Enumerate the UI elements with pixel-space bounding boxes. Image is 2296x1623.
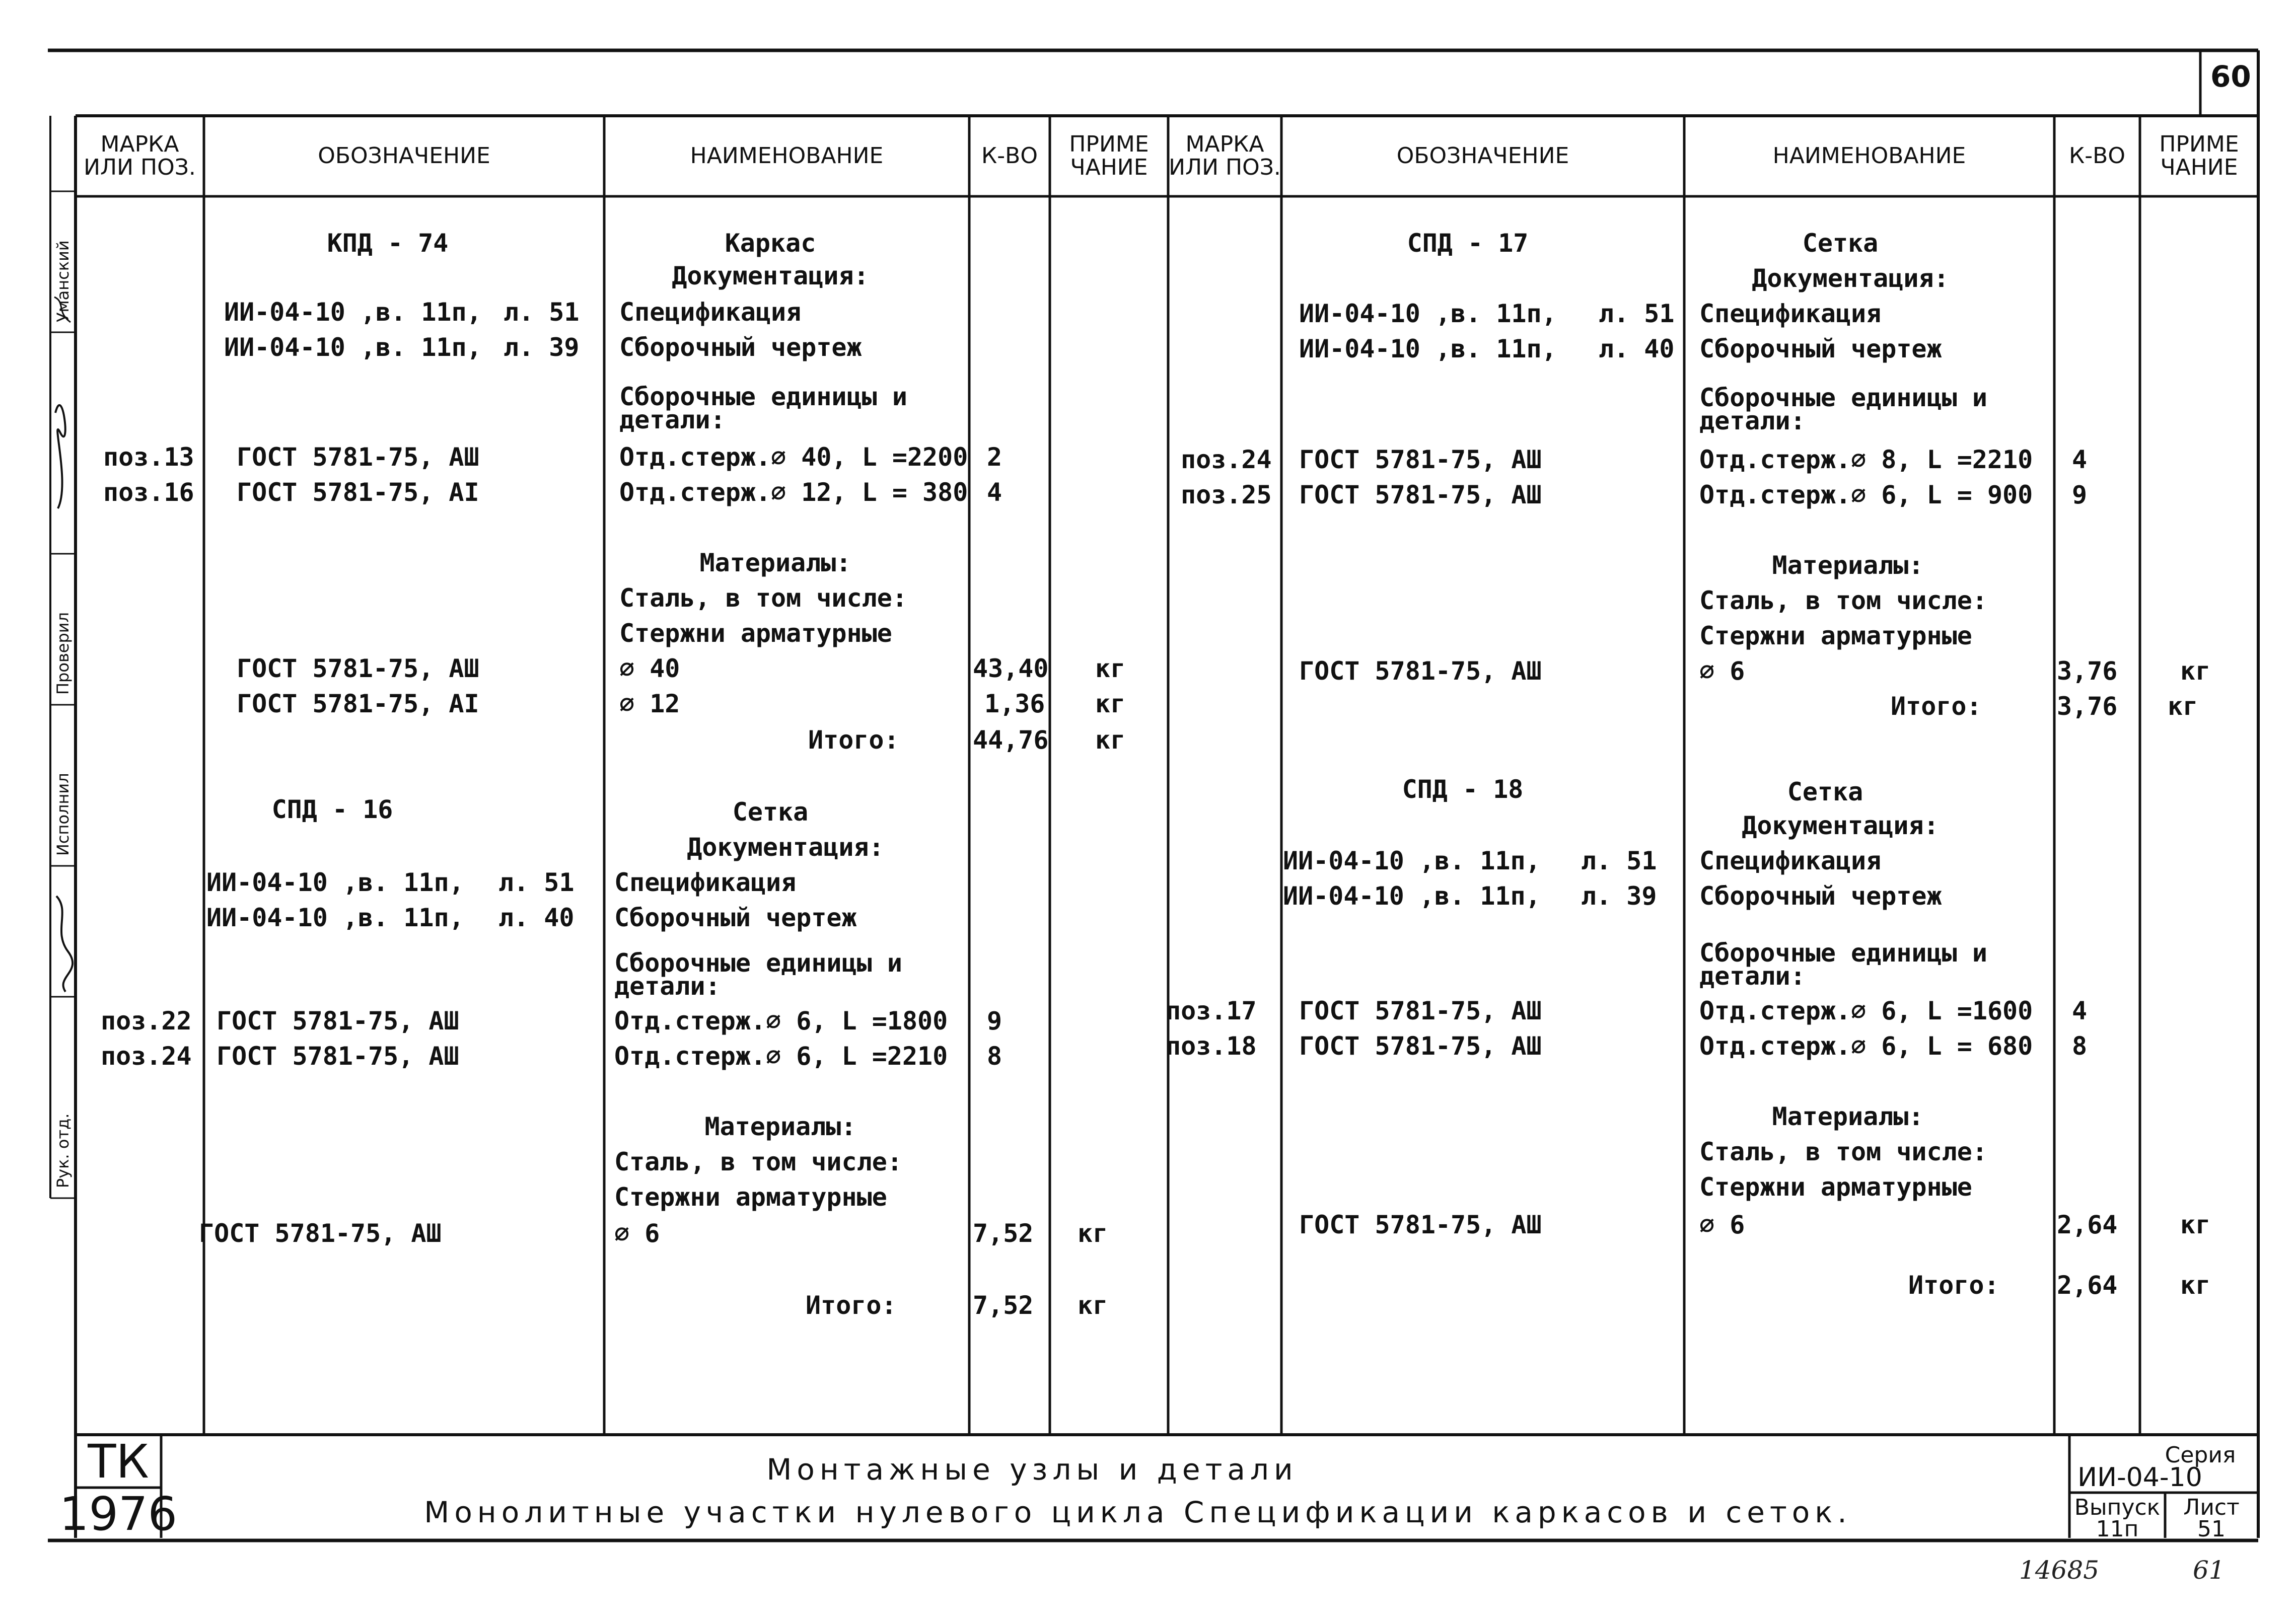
spd18-doc-sheet: л. 39 xyxy=(1581,881,1657,911)
spd17-assembly-qty: 9 xyxy=(2072,480,2088,509)
sheet-number: 60 xyxy=(2210,59,2251,94)
kpd74-doc-sheet: л. 51 xyxy=(504,298,580,327)
kpd74-material-unit: кг xyxy=(1095,654,1126,683)
spd16-assembly-qty: 9 xyxy=(987,1006,1002,1036)
sheet-label: Лист xyxy=(2183,1495,2240,1520)
spd18-doc-designation: ИИ-04-10 ,в. 11п, xyxy=(1283,846,1541,875)
spd18-pos: поз.18 xyxy=(1166,1031,1257,1061)
kpd74-material-unit: кг xyxy=(1095,689,1126,718)
spd16-assembly-heading-2: детали: xyxy=(614,972,721,1001)
spd17-material-designation: ГОСТ 5781-75, АШ xyxy=(1299,656,1542,686)
spd16-doc-sheet: л. 40 xyxy=(498,903,575,932)
spd18-assembly-designation: ГОСТ 5781-75, АШ xyxy=(1299,1031,1542,1061)
page-mark: 61 xyxy=(2193,1556,2225,1585)
stamp-tk: ТК xyxy=(88,1435,149,1489)
spd17-doc-name: Сборочный чертеж xyxy=(1699,334,1942,363)
kpd74-doc-designation: ИИ-04-10 ,в. 11п, xyxy=(224,333,482,362)
title-line-2: Монолитные участки нулевого цикла Спецификации каркасов и сеток. xyxy=(424,1495,1852,1529)
spd16-assembly-heading: Сборочные единицы и xyxy=(614,948,902,978)
spd17-doc-sheet: л. 51 xyxy=(1599,299,1675,328)
spd18-assembly-name: Отд.стерж.∅ 6, L = 680 xyxy=(1699,1031,2033,1061)
spd18-total-unit: кг xyxy=(2180,1271,2211,1300)
side-stamp-executed: Исполнил xyxy=(53,773,73,856)
spd18-assembly-heading: Сборочные единицы и xyxy=(1699,938,1987,968)
spd16-material-unit: кг xyxy=(1078,1219,1108,1248)
spd16-material-designation: ГОСТ 5781-75, АШ xyxy=(199,1219,442,1248)
spd18-title: Сетка xyxy=(1787,777,1863,806)
kpd74-title: Каркас xyxy=(725,229,816,258)
header-qty-left: К-ВО xyxy=(981,143,1038,169)
kpd74-total-qty: 44,76 xyxy=(973,725,1049,755)
kpd74-assembly-name: Отд.стерж.∅ 40, L =2200 xyxy=(619,442,968,472)
spd17-assembly-name: Отд.стерж.∅ 6, L = 900 xyxy=(1699,480,2033,509)
spd18-assembly-name: Отд.стерж.∅ 6, L =1600 xyxy=(1699,996,2033,1025)
spd16-total-qty: 7,52 xyxy=(973,1291,1034,1320)
spd16-pos: поз.22 xyxy=(101,1006,192,1036)
spd16-assembly-qty: 8 xyxy=(987,1042,1002,1071)
spd17-doc-designation: ИИ-04-10 ,в. 11п, xyxy=(1299,334,1557,363)
spd17-doc-heading: Документация: xyxy=(1752,264,1949,293)
spd17-title: Сетка xyxy=(1802,229,1879,258)
spd16-title: Сетка xyxy=(732,797,809,827)
spd16-assembly-designation: ГОСТ 5781-75, АШ xyxy=(217,1006,459,1036)
kpd74-assembly-designation: ГОСТ 5781-75, АШ xyxy=(237,442,479,472)
kpd74-material-name: ∅ 40 xyxy=(619,654,680,683)
kpd74-total-unit: кг xyxy=(1095,725,1126,755)
spd18-doc-name: Сборочный чертеж xyxy=(1699,881,1942,911)
issue-value: 11п xyxy=(2096,1516,2139,1542)
spd17-steel-line: Сталь, в том числе: xyxy=(1699,586,1987,615)
spd18-doc-name: Спецификация xyxy=(1699,846,1882,875)
spd18-material-qty: 2,64 xyxy=(2057,1210,2118,1239)
kpd74-pos: поз.13 xyxy=(103,442,194,472)
spd16-assembly-designation: ГОСТ 5781-75, АШ xyxy=(217,1042,459,1071)
spd17-doc-name: Спецификация xyxy=(1699,299,1882,328)
kpd74-material-name: ∅ 12 xyxy=(619,689,680,718)
spd17-assembly-heading-2: детали: xyxy=(1699,406,1806,435)
header-qty-right: К-ВО xyxy=(2069,143,2125,169)
side-stamp-dept-head: Рук. отд. xyxy=(53,1113,73,1188)
header-mark-left: МАРКА ИЛИ ПОЗ. xyxy=(84,131,196,180)
kpd74-material-qty: 43,40 xyxy=(973,654,1049,683)
spd17-material-name: ∅ 6 xyxy=(1699,656,1745,686)
spd17-total-unit: кг xyxy=(2168,692,2198,721)
kpd74-assembly-qty: 2 xyxy=(987,442,1002,472)
kpd74-materials-heading: Материалы: xyxy=(699,548,851,577)
spd16-total-label: Итого: xyxy=(806,1291,897,1320)
spd18-material-unit: кг xyxy=(2180,1210,2211,1239)
stamp-year: 1976 xyxy=(59,1487,178,1541)
kpd74-assembly-heading: Сборочные единицы и xyxy=(619,382,907,411)
side-stamp-checked: Проверил xyxy=(53,612,73,695)
spd17-mark: СПД - 17 xyxy=(1407,229,1529,258)
spd18-pos: поз.17 xyxy=(1166,996,1257,1025)
spd16-material-name: ∅ 6 xyxy=(614,1219,660,1248)
spd17-doc-sheet: л. 40 xyxy=(1599,334,1675,363)
series-value: ИИ-04-10 xyxy=(2077,1462,2202,1493)
kpd74-total-label: Итого: xyxy=(808,725,899,755)
kpd74-steel-line: Сталь, в том числе: xyxy=(619,583,907,613)
kpd74-material-designation: ГОСТ 5781-75, АI xyxy=(237,689,479,718)
spd18-material-name: ∅ 6 xyxy=(1699,1210,1745,1239)
header-designation-left: ОБОЗНАЧЕНИЕ xyxy=(318,143,490,169)
kpd74-rods-line: Стержни арматурные xyxy=(619,619,892,648)
spd18-doc-designation: ИИ-04-10 ,в. 11п, xyxy=(1283,881,1541,911)
kpd74-doc-designation: ИИ-04-10 ,в. 11п, xyxy=(224,298,482,327)
spd17-assembly-qty: 4 xyxy=(2072,445,2088,474)
spd17-assembly-designation: ГОСТ 5781-75, АШ xyxy=(1299,480,1542,509)
kpd74-mark: КПД - 74 xyxy=(327,229,449,258)
spd17-assembly-designation: ГОСТ 5781-75, АШ xyxy=(1299,445,1542,474)
spd18-material-designation: ГОСТ 5781-75, АШ xyxy=(1299,1210,1542,1239)
spd17-rods-line: Стержни арматурные xyxy=(1699,621,1972,650)
sheet-value: 51 xyxy=(2197,1516,2226,1542)
spd16-doc-designation: ИИ-04-10 ,в. 11п, xyxy=(206,903,464,932)
spd16-steel-line: Сталь, в том числе: xyxy=(614,1147,902,1176)
spd17-assembly-name: Отд.стерж.∅ 8, L =2210 xyxy=(1699,445,2033,474)
spd17-material-qty: 3,76 xyxy=(2057,656,2118,686)
spd16-mark: СПД - 16 xyxy=(271,795,393,824)
title-line-1: Монтажные узлы и детали xyxy=(766,1452,1298,1487)
spd16-material-qty: 7,52 xyxy=(973,1219,1034,1248)
spd18-doc-heading: Документация: xyxy=(1742,811,1939,840)
kpd74-assembly-qty: 4 xyxy=(987,478,1002,507)
kpd74-material-qty: 1,36 xyxy=(984,689,1045,718)
header-name-left: НАИМЕНОВАНИЕ xyxy=(690,143,884,169)
kpd74-doc-name: Сборочный чертеж xyxy=(619,333,862,362)
spd17-total-label: Итого: xyxy=(1891,692,1982,721)
header-note-left: ПРИМЕ ЧАНИЕ xyxy=(1069,131,1149,180)
header-designation-right: ОБОЗНАЧЕНИЕ xyxy=(1396,143,1569,169)
spd16-pos: поз.24 xyxy=(101,1042,192,1071)
header-note-right: ПРИМЕ ЧАНИЕ xyxy=(2159,131,2239,180)
kpd74-assembly-designation: ГОСТ 5781-75, АI xyxy=(237,478,479,507)
spd18-assembly-qty: 4 xyxy=(2072,996,2088,1025)
spd16-doc-name: Сборочный чертеж xyxy=(614,903,857,932)
spd16-doc-name: Спецификация xyxy=(614,868,797,897)
spd16-doc-heading: Документация: xyxy=(687,833,884,862)
spd17-total-qty: 3,76 xyxy=(2057,692,2118,721)
spd18-assembly-designation: ГОСТ 5781-75, АШ xyxy=(1299,996,1542,1025)
kpd74-doc-sheet: л. 39 xyxy=(504,333,580,362)
kpd74-doc-name: Спецификация xyxy=(619,298,802,327)
kpd74-doc-heading: Документация: xyxy=(672,261,869,290)
inventory-number: 14685 xyxy=(2019,1556,2100,1585)
spd16-rods-line: Стержни арматурные xyxy=(614,1183,887,1212)
spd18-doc-sheet: л. 51 xyxy=(1581,846,1657,875)
kpd74-pos: поз.16 xyxy=(103,478,194,507)
spd17-material-unit: кг xyxy=(2180,656,2211,686)
issue-label: Выпуск xyxy=(2074,1495,2161,1520)
header-mark-right: МАРКА ИЛИ ПОЗ. xyxy=(1169,131,1281,180)
spd16-assembly-name: Отд.стерж.∅ 6, L =2210 xyxy=(614,1042,948,1071)
spd18-assembly-qty: 8 xyxy=(2072,1031,2088,1061)
spd16-total-unit: кг xyxy=(1078,1291,1108,1320)
spd18-assembly-heading-2: детали: xyxy=(1699,962,1806,991)
kpd74-assembly-heading-2: детали: xyxy=(619,405,726,434)
kpd74-material-designation: ГОСТ 5781-75, АШ xyxy=(237,654,479,683)
spd16-assembly-name: Отд.стерж.∅ 6, L =1800 xyxy=(614,1006,948,1036)
spd18-materials-heading: Материалы: xyxy=(1772,1102,1924,1131)
spd17-doc-designation: ИИ-04-10 ,в. 11п, xyxy=(1299,299,1557,328)
kpd74-assembly-name: Отд.стерж.∅ 12, L = 380 xyxy=(619,478,968,507)
spd16-materials-heading: Материалы: xyxy=(704,1112,856,1141)
spd16-doc-sheet: л. 51 xyxy=(498,868,575,897)
spd17-materials-heading: Материалы: xyxy=(1772,551,1924,580)
spd18-steel-line: Сталь, в том числе: xyxy=(1699,1137,1987,1166)
spd16-doc-designation: ИИ-04-10 ,в. 11п, xyxy=(206,868,464,897)
spd17-assembly-heading: Сборочные единицы и xyxy=(1699,383,1987,412)
spd17-pos: поз.24 xyxy=(1181,445,1272,474)
spd18-total-label: Итого: xyxy=(1908,1271,1999,1300)
series-label: Серия xyxy=(2165,1442,2236,1468)
side-stamp-name: Уманский xyxy=(53,240,73,322)
header-name-right: НАИМЕНОВАНИЕ xyxy=(1772,143,1966,169)
spd18-mark: СПД - 18 xyxy=(1402,775,1524,804)
spd18-total-qty: 2,64 xyxy=(2057,1271,2118,1300)
spd18-rods-line: Стержни арматурные xyxy=(1699,1172,1972,1202)
spd17-pos: поз.25 xyxy=(1181,480,1272,509)
